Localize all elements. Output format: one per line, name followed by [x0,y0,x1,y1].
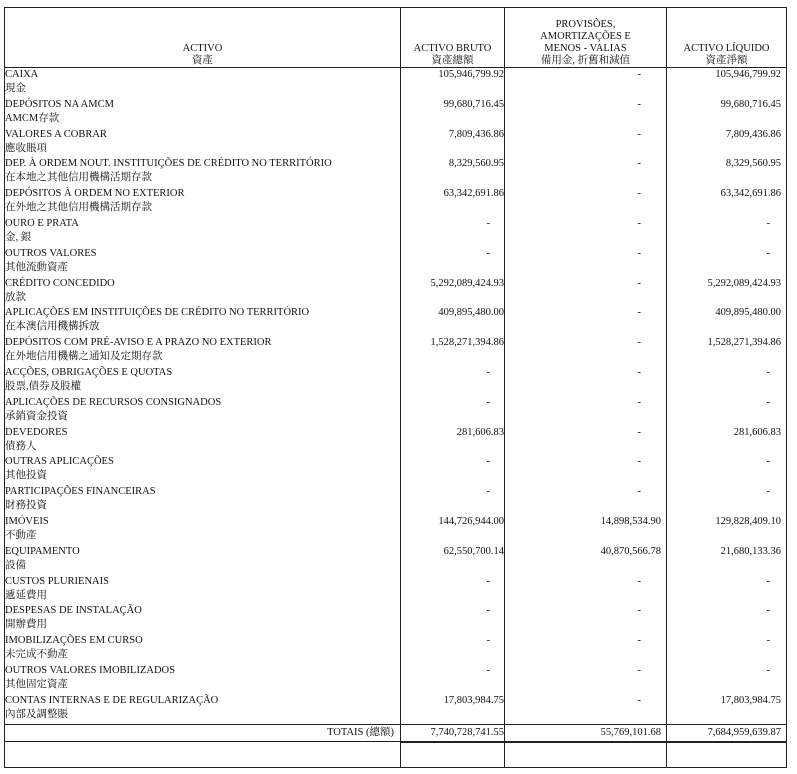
row-description [5,664,401,694]
row-description [5,694,401,724]
row-description [5,426,401,456]
row-activo-liquido: 409,895,480.00 [667,306,787,336]
row-label-pt: DEPÓSITOS À ORDEM NO EXTERIOR [5,188,185,200]
header-activo [5,8,401,68]
row-activo-liquido: 21,680,133.36 [667,545,787,575]
table-row [5,187,787,217]
header-activo-pt: ACTIVO [182,43,223,54]
table-row [5,664,787,694]
row-provisoes: - [505,426,667,456]
header-liquido-zh: 資產淨額 [705,55,748,66]
row-provisoes: - [505,277,667,307]
row-label-zh: 股票,債券及股權 [5,380,82,392]
row-activo-bruto: - [401,634,505,664]
row-label-zh: 其他固定資產 [5,678,68,690]
row-provisoes: 14,898,534.90 [505,515,667,545]
row-provisoes: - [505,396,667,426]
row-description [5,247,401,277]
table-row [5,455,787,485]
row-activo-liquido: 8,329,560.95 [667,157,787,187]
table-row [5,157,787,187]
row-description [5,575,401,605]
row-provisoes: - [505,455,667,485]
row-description [5,515,401,545]
row-description [5,336,401,366]
table-row [5,217,787,247]
row-activo-bruto: 105,946,799.92 [401,68,505,98]
row-provisoes: - [505,694,667,724]
row-activo-liquido: 99,680,716.45 [667,98,787,128]
totals-label: TOTAIS (總額) [5,724,401,742]
row-label-pt: DEP. À ORDEM NOUT. INSTITUIÇÕES DE CRÉDITO NO TERRITÓRIO [5,158,332,170]
row-provisoes: - [505,68,667,98]
table-row [5,247,787,277]
row-activo-liquido: - [667,485,787,515]
row-provisoes: - [505,217,667,247]
row-label-zh: 未完成不動產 [5,649,68,661]
row-label-zh: 其他投資 [5,470,47,482]
row-label-pt: OUTROS VALORES [5,247,97,259]
row-activo-liquido: 17,803,984.75 [667,694,787,724]
totals-row [5,724,787,742]
row-description [5,396,401,426]
rows-body [5,68,787,725]
row-activo-liquido: 129,828,409.10 [667,515,787,545]
row-label-pt: IMOBILIZAÇÕES EM CURSO [5,635,143,647]
table-row [5,277,787,307]
row-label-pt: CUSTOS PLURIENAIS [5,575,109,587]
blank-cell [5,742,401,768]
row-label-pt: IMÓVEIS [5,515,49,527]
row-label-pt: DESPESAS DE INSTALAÇÃO [5,605,142,617]
row-label-zh: 應收賬項 [5,142,47,154]
row-activo-liquido: 5,292,089,424.93 [667,277,787,307]
row-provisoes: - [505,485,667,515]
balance-sheet-table [4,7,787,768]
row-activo-liquido: - [667,247,787,277]
header-activo-zh: 資產 [192,55,213,66]
row-activo-liquido: - [667,604,787,634]
table-row [5,366,787,396]
row-provisoes: - [505,128,667,158]
row-activo-bruto: 17,803,984.75 [401,694,505,724]
table-row [5,396,787,426]
row-description [5,306,401,336]
row-provisoes: - [505,664,667,694]
row-label-pt: VALORES A COBRAR [5,128,107,140]
row-activo-bruto: - [401,455,505,485]
totals-liquido: 7,684,959,639.87 [667,724,787,742]
row-activo-bruto: 5,292,089,424.93 [401,277,505,307]
row-activo-bruto: 62,550,700.14 [401,545,505,575]
blank-footer-row [5,742,787,768]
row-label-pt: OUTROS VALORES IMOBILIZADOS [5,664,175,676]
row-label-zh: 現金 [5,83,26,94]
row-provisoes: - [505,306,667,336]
totals-bruto: 7,740,728,741.55 [401,724,505,742]
row-label-zh: 開辦費用 [5,619,47,631]
table-row [5,694,787,724]
row-label-zh: 內部及調整賬 [5,708,68,720]
row-label-zh: 在外地信用機構之通知及定期存款 [5,351,163,363]
table-row [5,604,787,634]
row-label-pt: DEPÓSITOS COM PRÉ-AVISO E A PRAZO NO EXTERIOR [5,337,272,349]
header-bruto-pt: ACTIVO BRUTO [413,43,492,54]
row-label-pt: DEPÓSITOS NA AMCM [5,98,114,110]
row-label-pt: CONTAS INTERNAS E DE REGULARIZAÇÃO [5,694,219,706]
row-activo-bruto: - [401,575,505,605]
row-description [5,98,401,128]
row-label-pt: CRÉDITO CONCEDIDO [5,277,115,289]
table-row [5,575,787,605]
row-activo-liquido: 281,606.83 [667,426,787,456]
row-description [5,545,401,575]
row-activo-bruto: 1,528,271,394.86 [401,336,505,366]
row-label-zh: 承銷資金投資 [5,410,68,422]
row-activo-liquido: - [667,217,787,247]
row-label-zh: 放款 [5,291,26,303]
row-description [5,485,401,515]
table-row [5,634,787,664]
table-row [5,545,787,575]
row-activo-bruto: - [401,396,505,426]
row-label-zh: 在本地之其他信用機構活期存款 [5,172,152,184]
row-label-pt: OUTRAS APLICAÇÕES [5,456,114,468]
row-label-zh: 設備 [5,559,26,571]
row-description [5,128,401,158]
row-activo-bruto: 63,342,691.86 [401,187,505,217]
row-label-zh: AMCM存款 [5,112,60,124]
row-description [5,217,401,247]
row-label-pt: DEVEDORES [5,426,68,438]
row-activo-liquido: 105,946,799.92 [667,68,787,98]
row-provisoes: - [505,157,667,187]
row-activo-bruto: - [401,247,505,277]
row-provisoes: 40,870,566.78 [505,545,667,575]
header-prov-pt-2: AMORTIZAÇÕES E [540,31,631,42]
header-bruto [401,8,505,68]
row-activo-bruto: 8,329,560.95 [401,157,505,187]
row-activo-bruto: 7,809,436.86 [401,128,505,158]
table-row [5,485,787,515]
header-prov-zh: 備用金, 折舊和減值 [540,55,631,66]
header-bruto-zh: 資產總額 [431,55,474,66]
row-activo-bruto: 409,895,480.00 [401,306,505,336]
row-label-zh: 財務投資 [5,500,47,512]
row-label-zh: 其他流動資產 [5,261,68,273]
row-label-zh: 金, 銀 [5,231,32,243]
row-label-pt: APLICAÇÕES EM INSTITUIÇÕES DE CRÉDITO NO TERRITÓRIO [5,307,310,319]
row-activo-bruto: - [401,366,505,396]
row-label-zh: 不動產 [5,529,37,541]
row-description [5,277,401,307]
table-row [5,426,787,456]
header-liquido-pt: ACTIVO LÍQUIDO [683,43,770,54]
row-provisoes: - [505,247,667,277]
blank-cell [401,742,505,768]
table-row [5,306,787,336]
row-label-zh: 在本澳信用機構拆放 [5,321,100,333]
row-activo-bruto: - [401,217,505,247]
row-activo-bruto: - [401,664,505,694]
row-description [5,366,401,396]
table-row [5,128,787,158]
row-description [5,68,401,98]
row-provisoes: - [505,575,667,605]
blank-cell [505,742,667,768]
blank-cell [667,742,787,768]
totals-provisoes: 55,769,101.68 [505,724,667,742]
row-activo-bruto: 99,680,716.45 [401,98,505,128]
row-label-pt: PARTICIPAÇÕES FINANCEIRAS [5,486,156,498]
row-activo-liquido: 63,342,691.86 [667,187,787,217]
row-activo-liquido: - [667,634,787,664]
row-activo-liquido: - [667,396,787,426]
header-prov-pt-1: PROVISÕES, [555,19,616,30]
row-label-pt: APLICAÇÕES DE RECURSOS CONSIGNADOS [5,396,222,408]
row-activo-bruto: - [401,485,505,515]
row-label-zh: 遞延費用 [5,589,47,601]
row-provisoes: - [505,187,667,217]
row-provisoes: - [505,336,667,366]
row-label-pt: EQUIPAMENTO [5,545,80,557]
row-provisoes: - [505,366,667,396]
row-activo-bruto: - [401,604,505,634]
row-description [5,634,401,664]
row-provisoes: - [505,634,667,664]
row-label-pt: ACÇÕES, OBRIGAÇÕES E QUOTAS [5,366,173,378]
row-label-zh: 在外地之其他信用機構活期存款 [5,202,152,214]
header-prov-pt-3: MENOS - VALIAS [544,43,627,54]
row-activo-liquido: - [667,366,787,396]
table-row [5,515,787,545]
table-row [5,68,787,98]
row-activo-bruto: 281,606.83 [401,426,505,456]
row-activo-liquido: - [667,575,787,605]
header-row [5,8,787,68]
row-label-zh: 債務人 [5,440,37,452]
row-description [5,455,401,485]
header-provisoes [505,8,667,68]
row-provisoes: - [505,604,667,634]
row-provisoes: - [505,98,667,128]
row-activo-liquido: - [667,455,787,485]
row-activo-liquido: 1,528,271,394.86 [667,336,787,366]
row-description [5,157,401,187]
header-liquido [667,8,787,68]
row-activo-liquido: 7,809,436.86 [667,128,787,158]
table-row [5,98,787,128]
row-label-pt: CAIXA [5,69,39,80]
table-row [5,336,787,366]
row-activo-bruto: 144,726,944.00 [401,515,505,545]
row-activo-liquido: - [667,664,787,694]
row-description [5,187,401,217]
row-label-pt: OURO E PRATA [5,217,79,229]
row-description [5,604,401,634]
